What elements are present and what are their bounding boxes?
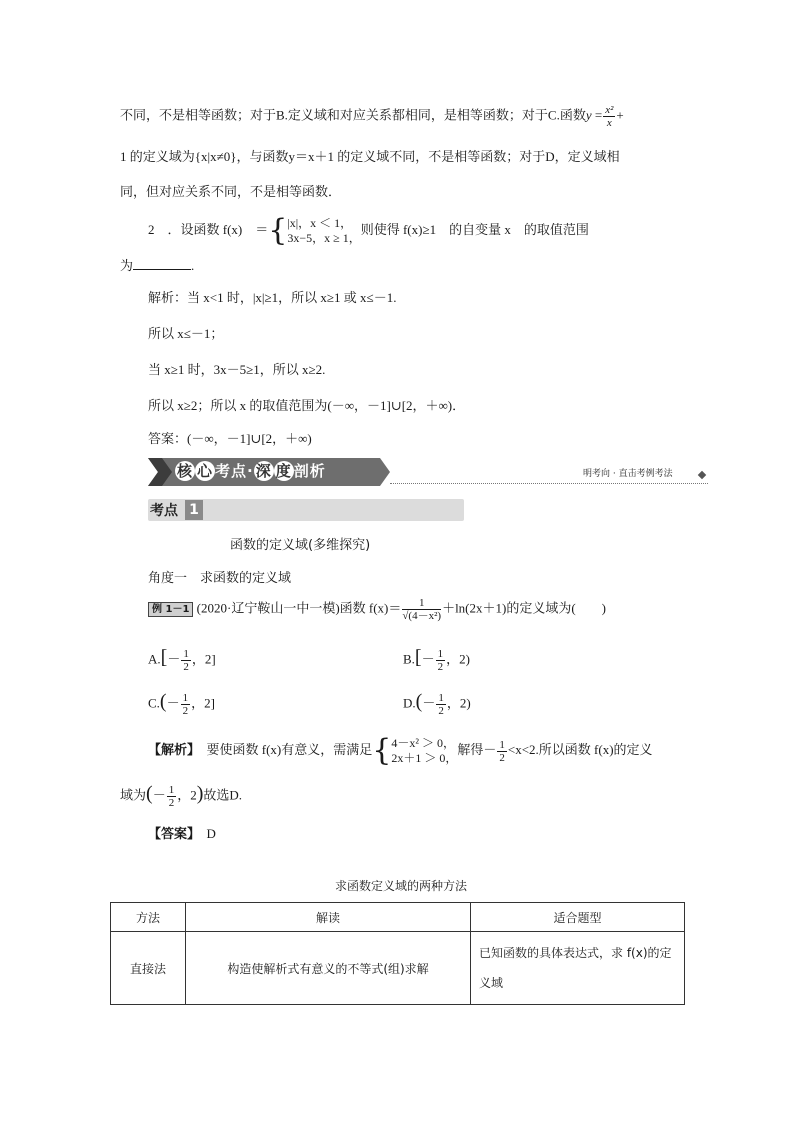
angle-heading: 角度一 求函数的定义域 bbox=[148, 571, 292, 586]
banner-char-2: 心 bbox=[196, 462, 213, 480]
left-brace: { bbox=[372, 733, 392, 768]
case-1: |x|，x ＜ 1， bbox=[287, 216, 353, 230]
option-d-open: ( bbox=[415, 690, 423, 713]
inequality-2: 2x＋1 ＞ 0， bbox=[391, 751, 458, 765]
option-a[interactable]: A.[－ $\frac{1}{2}$ ，2] bbox=[148, 646, 216, 673]
analysis-domain-prefix: 域为 bbox=[120, 787, 147, 803]
equals: = bbox=[591, 107, 603, 123]
option-b-open: [ bbox=[414, 646, 422, 669]
solution-line-3: 当 x≥1 时，3x－5≥1，所以 x≥2. bbox=[148, 362, 326, 377]
answer-label: 【答案】 bbox=[148, 827, 194, 842]
example-1-1 bbox=[148, 597, 606, 622]
frac-num: x² bbox=[605, 104, 614, 116]
para1-line2: 1 的定义域为{x|x≠0}，与函数y＝x＋1 的定义域不同，不是相等函数；对于D，定义域相 bbox=[120, 149, 620, 164]
option-a-open: [ bbox=[160, 646, 168, 669]
banner-dot: · bbox=[247, 462, 254, 480]
example-frac-den: √(4－x²) bbox=[402, 610, 442, 622]
analysis-line-1 bbox=[148, 733, 653, 768]
option-d-frac bbox=[436, 692, 446, 717]
question-2 bbox=[148, 213, 589, 248]
answer-blank bbox=[133, 257, 191, 270]
banner-char-8: 析 bbox=[309, 462, 326, 480]
analysis-conclusion: 故选D. bbox=[203, 787, 243, 803]
analysis-label: 【解析】 bbox=[148, 742, 194, 758]
close-paren: ) bbox=[196, 782, 204, 805]
kaodian-number: 1 bbox=[185, 500, 203, 520]
frac-den: x bbox=[606, 117, 612, 129]
banner-dotted-rule bbox=[390, 483, 708, 484]
fraction-x2-over-x bbox=[603, 104, 615, 129]
solution-line-1: 解析：当 x<1 时，|x|≥1，所以 x≥1 或 x≤－1. bbox=[148, 290, 397, 305]
section-title: 函数的定义域(多维探究) bbox=[230, 538, 371, 553]
option-a-frac bbox=[181, 648, 191, 673]
header-interpretation: 解读 bbox=[186, 903, 471, 932]
answer-value: D bbox=[193, 826, 216, 841]
frac-num: 1 bbox=[437, 648, 444, 660]
table-row bbox=[111, 932, 685, 1005]
cell-question-type: 已知函数的具体表达式，求 f(x)的定义域 bbox=[471, 932, 685, 1005]
plus: + bbox=[616, 107, 624, 123]
inequality-system bbox=[391, 736, 457, 766]
banner-char-6: 度 bbox=[275, 462, 292, 480]
option-c-close: ，2] bbox=[191, 695, 215, 711]
example-fraction bbox=[402, 597, 441, 622]
option-b-letter: B. bbox=[403, 651, 415, 667]
option-c-letter: C. bbox=[148, 695, 160, 711]
banner-title bbox=[175, 460, 326, 481]
piecewise-cases bbox=[287, 216, 360, 246]
q2-tail: 则使得 f(x)≥1 的自变量 x 的取值范围 bbox=[360, 221, 589, 237]
option-c[interactable]: C.(－ $\frac{1}{2}$ ，2] bbox=[148, 690, 215, 717]
option-b-frac bbox=[436, 648, 446, 673]
banner-char-4: 点 bbox=[231, 462, 248, 480]
option-c-frac bbox=[181, 692, 191, 717]
frac-num: 1 bbox=[438, 692, 444, 704]
frac-den: 2 bbox=[182, 705, 189, 717]
frac-num: 1 bbox=[183, 648, 189, 660]
open-paren: ( bbox=[146, 782, 153, 805]
header-question-type: 适合题型 bbox=[471, 903, 685, 932]
frac-den: 2 bbox=[437, 661, 444, 673]
analysis-text-c: <x<2.所以函数 f(x)的定义 bbox=[507, 741, 653, 757]
frac-den: 2 bbox=[183, 661, 189, 673]
solution-line-4: 所以 x≥2；所以 x 的取值范围为(－∞，－1]∪[2，＋∞)． bbox=[148, 398, 466, 413]
diamond-icon bbox=[698, 471, 706, 479]
left-brace: { bbox=[268, 213, 288, 248]
var-y: y bbox=[585, 107, 592, 123]
kaodian-label: 考点 bbox=[150, 503, 178, 519]
option-c-open: ( bbox=[159, 690, 167, 713]
inequality-1: 4－x² ＞ 0， bbox=[391, 736, 455, 750]
table-header-row bbox=[111, 903, 685, 932]
example-tag: 例 1－1 bbox=[148, 602, 193, 617]
frac-num: 1 bbox=[182, 692, 189, 704]
analysis-text-b: 解得－ bbox=[457, 741, 497, 757]
banner-char-7: 剖 bbox=[293, 462, 310, 480]
option-d-letter: D. bbox=[403, 695, 416, 711]
option-b[interactable]: B.[－ $\frac{1}{2}$ ，2) bbox=[403, 646, 470, 673]
para1-line1 bbox=[120, 104, 624, 129]
frac-num: 1 bbox=[499, 738, 505, 751]
table-caption: 求函数定义域的两种方法 bbox=[335, 879, 468, 893]
banner-char-3: 考 bbox=[215, 462, 232, 480]
answer-line bbox=[148, 825, 216, 844]
half-fraction bbox=[497, 739, 507, 764]
solution-answer: 答案：(－∞，－1]∪[2，＋∞) bbox=[148, 431, 312, 446]
solution-line-2: 所以 x≤－1； bbox=[148, 326, 224, 341]
methods-table bbox=[110, 902, 685, 1005]
banner-char-1: 核 bbox=[176, 462, 193, 480]
option-d[interactable]: D.(－ $\frac{1}{2}$ ，2) bbox=[403, 690, 471, 717]
header-method: 方法 bbox=[111, 903, 186, 932]
option-a-letter: A. bbox=[148, 651, 161, 667]
q2-prefix: 为 bbox=[120, 258, 134, 273]
banner-subtitle: 明考向 · 直击考例考法 bbox=[583, 469, 673, 479]
example-frac-num: 1 bbox=[402, 597, 441, 610]
cell-method: 直接法 bbox=[111, 932, 186, 1005]
q2-lead: 2 ．设函数 f(x) ＝ bbox=[148, 221, 269, 237]
frac-den: 2 bbox=[499, 751, 505, 764]
cell-interpretation: 构造使解析式有意义的不等式(组)求解 bbox=[186, 932, 471, 1005]
banner-char-5: 深 bbox=[255, 462, 272, 480]
example-source: (2020·辽宁鞍山一中一模)函数 f(x)＝ bbox=[196, 600, 402, 616]
interval-fraction bbox=[167, 784, 177, 809]
frac-den: 2 bbox=[438, 705, 444, 717]
example-tail: ＋ln(2x＋1)的定义域为( ) bbox=[442, 600, 606, 616]
option-b-close: ，2) bbox=[446, 651, 470, 667]
para1-line3: 同，但对应关系不同，不是相等函数． bbox=[120, 184, 342, 199]
frac-num: 1 bbox=[168, 784, 175, 796]
option-a-close: ，2] bbox=[191, 651, 216, 667]
analysis-text-a: 要使函数 f(x)有意义，需满足 bbox=[193, 741, 373, 757]
case-2: 3x−5，x ≥ 1， bbox=[287, 231, 361, 245]
para1-line1-text: 不同，不是相等函数；对于B.定义域和对应关系都相同，是相等函数；对于C.函数 bbox=[120, 107, 586, 123]
q2-suffix: . bbox=[191, 258, 195, 273]
frac-den: 2 bbox=[168, 797, 175, 809]
question-2-line2 bbox=[120, 257, 194, 275]
analysis-line-2: 域为(－ $\frac{1}{2}$ ，2)故选D. bbox=[120, 782, 243, 809]
option-d-close: ，2) bbox=[446, 695, 471, 711]
